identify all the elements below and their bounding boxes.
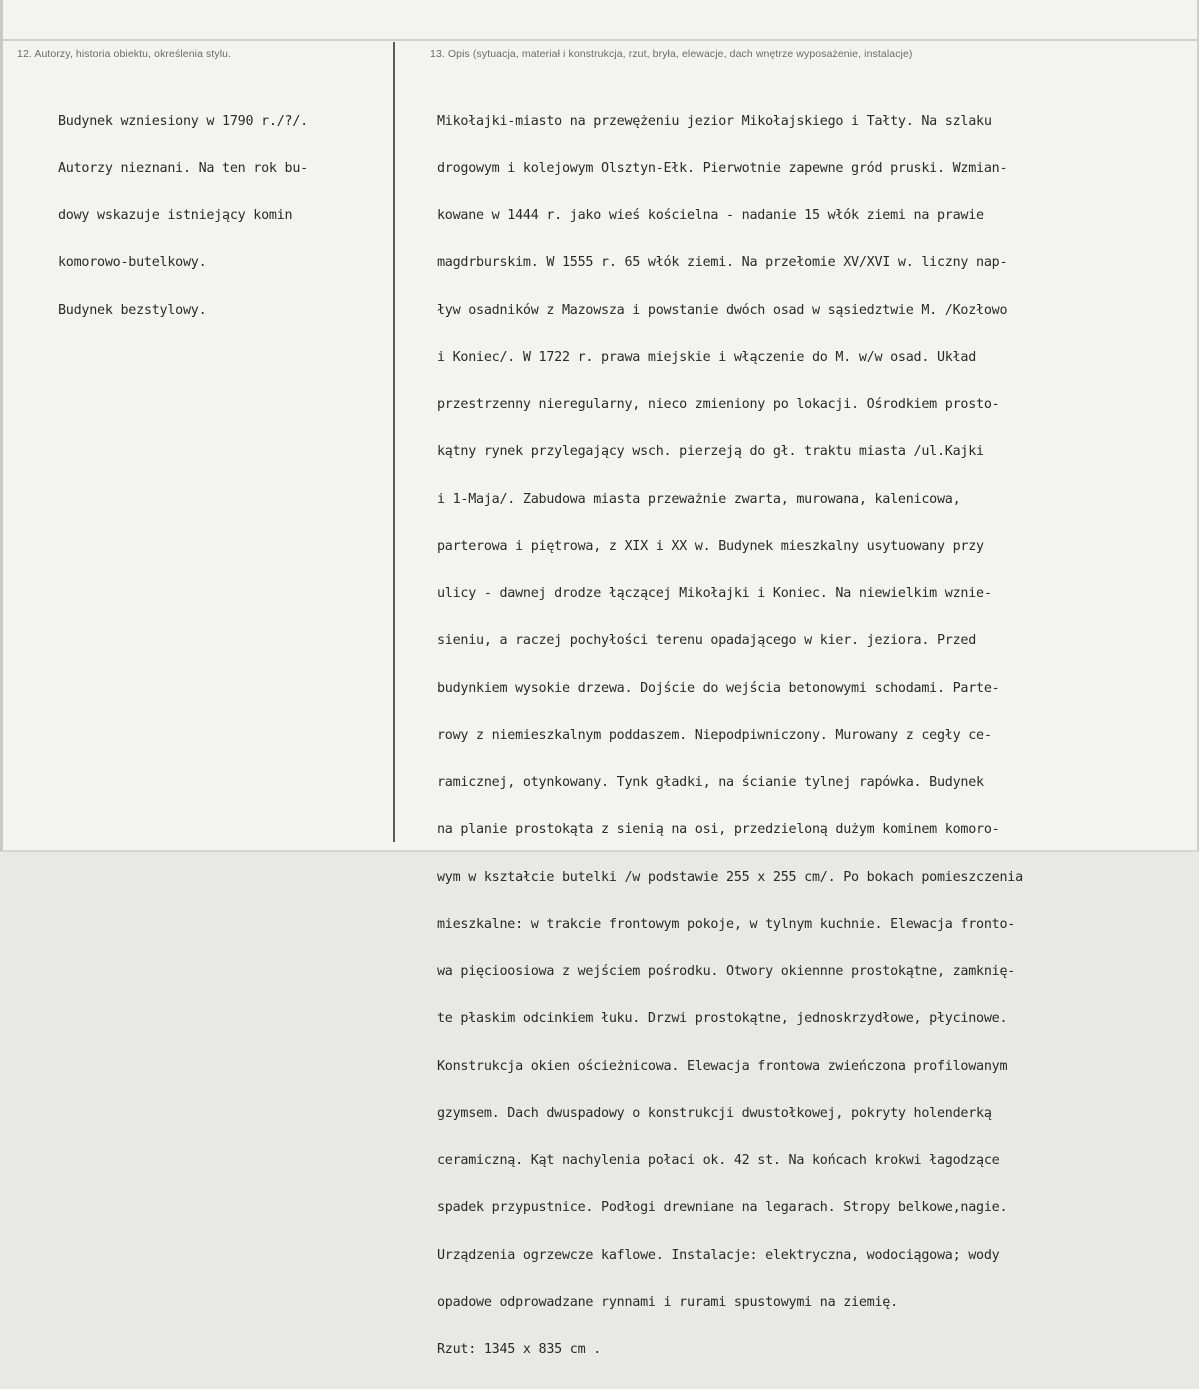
text-line: kowane w 1444 r. jako wieś kościelna - nadanie 15 włók ziemi na prawie <box>437 208 984 223</box>
text-line: te płaskim odcinkiem łuku. Drzwi prostokątne, jednoskrzydłowe, płycinowe. <box>437 1011 1008 1027</box>
top-rule <box>3 39 1199 41</box>
text-line: Budynek wzniesiony w 1790 r./?/. <box>58 113 308 129</box>
section-12-heading: 12. Autorzy, historia obiektu, określenia stylu. <box>17 48 232 60</box>
section-13-heading: 13. Opis (sytuacja, materiał i konstrukcja, rzut, bryła, elewacje, dach wnętrze wyposażenie, instalacje) <box>430 48 913 60</box>
text-line: Urządzenia ogrzewcze kaflowe. Instalacje: elektryczna, wodociągowa; wody <box>437 1247 1000 1263</box>
text-line: opadowe odprowadzane rynnami i rurami spustowymi na ziemię. <box>437 1294 898 1310</box>
text-line: kątny rynek przylegający wsch. pierzeją do gł. traktu miasta /ul.Kajki <box>437 444 984 460</box>
text-line: Konstrukcja okien ościeżnicowa. Elewacja frontowa zwieńczona profilowanym <box>437 1058 1008 1074</box>
text-line: drogowym i kolejowym Olsztyn-Ełk. Pierwotnie zapewne gród pruski. Wzmian- <box>437 160 1008 176</box>
text-line: wym w kształcie butelki /w podstawie 255 x 255 cm/. Po bokach pomieszczenia <box>437 869 1023 885</box>
text-line: mieszkalne: w trakcie frontowym pokoje, w tylnym kuchnie. Elewacja fronto- <box>437 916 1016 932</box>
section-12-text <box>58 82 308 350</box>
text-line: Autorzy nieznani. Na ten rok bu- <box>58 160 308 176</box>
text-line: Budynek bezstylowy. <box>58 302 207 318</box>
text-line: ulicy - dawnej drodze łączącej Mikołajki i Koniec. Na niewielkim wznie- <box>437 586 992 601</box>
column-divider <box>393 42 395 842</box>
text-line: spadek przypustnice. Podłogi drewniane na legarach. Stropy belkowe,nagie. <box>437 1200 1008 1216</box>
text-line: budynkiem wysokie drzewa. Dojście do wejścia betonowymi schodami. Parte- <box>437 680 1000 696</box>
text-line: i 1-Maja/. Zabudowa miasta przeważnie zwarta, murowana, kalenicowa, <box>437 491 961 507</box>
text-line: wa pięcioosiowa z wejściem pośrodku. Otwory okiennne prostokątne, zamknię- <box>437 964 1016 979</box>
text-line: Rzut: 1345 x 835 cm . <box>437 1342 602 1357</box>
text-line: na planie prostokąta z sienią na osi, przedzieloną dużym kominem komoro- <box>437 822 1000 838</box>
text-line: komorowo-butelkowy. <box>58 255 207 271</box>
text-line: ramicznej, otynkowany. Tynk gładki, na ścianie tylnej rapówka. Budynek <box>437 775 984 790</box>
text-line: gzymsem. Dach dwuspadowy o konstrukcji dwustołkowej, pokryty holenderką <box>437 1105 992 1121</box>
section-13-text <box>437 82 1023 1389</box>
text-line: dowy wskazuje istniejący komin <box>58 208 293 223</box>
text-line: ceramiczną. Kąt nachylenia połaci ok. 42 st. Na końcach krokwi łagodzące <box>437 1153 1000 1168</box>
text-line: przestrzenny nieregularny, nieco zmieniony po lokacji. Ośrodkiem prosto- <box>437 397 1000 412</box>
text-line: i Koniec/. W 1722 r. prawa miejskie i włączenie do M. w/w osad. Układ <box>437 349 977 365</box>
text-line: sieniu, a raczej pochyłości terenu opadającego w kier. jeziora. Przed <box>437 633 977 649</box>
text-line: Mikołajki-miasto na przewężeniu jezior Mikołajskiego i Tałty. Na szlaku <box>437 113 992 129</box>
text-line: rowy z niemieszkalnym poddaszem. Niepodpiwniczony. Murowany z cegły ce- <box>437 727 992 743</box>
text-line: ływ osadników z Mazowsza i powstanie dwóch osad w sąsiedztwie M. /Kozłowo <box>437 302 1008 318</box>
text-line: parterowa i piętrowa, z XIX i XX w. Budynek mieszkalny usytuowany przy <box>437 538 984 554</box>
text-line: magdrburskim. W 1555 r. 65 włók ziemi. Na przełomie XV/XVI w. liczny nap- <box>437 255 1008 271</box>
